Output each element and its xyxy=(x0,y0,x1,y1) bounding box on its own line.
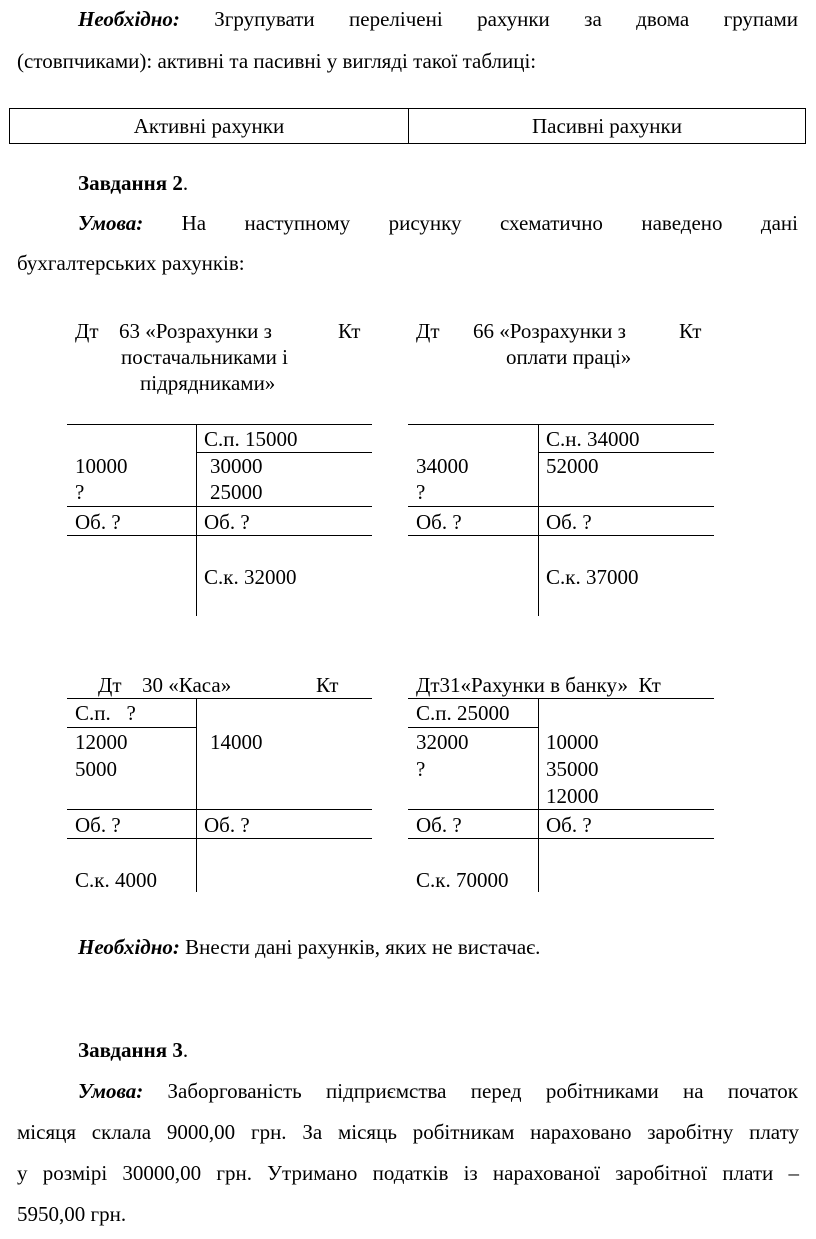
task3-title xyxy=(78,1035,816,1065)
credit-entry-3: 12000 xyxy=(546,784,599,808)
credit-entry-2: 35000 xyxy=(546,757,599,781)
debit-entry-1: 32000 xyxy=(416,730,469,754)
task3-condition-line-4: 5950,00 грн. xyxy=(17,1202,127,1226)
debit-turnover: Об. ? xyxy=(75,510,121,534)
debit-opening-balance: С.п. 25000 xyxy=(416,701,510,725)
task1-text-line-1: Згрупувати перелічені рахунки за двома групами xyxy=(214,7,798,31)
credit-entry-1: 52000 xyxy=(546,454,599,478)
account-header: Дт31«Рахунки в банку» Кт xyxy=(416,673,661,697)
debit-turnover: Об. ? xyxy=(416,813,462,837)
task2-condition-line-2: бухгалтерських рахунків: xyxy=(17,251,245,275)
account-name-line-1: 63 «Розрахунки з xyxy=(119,319,272,343)
task3-title-text: Завдання 3 xyxy=(78,1038,183,1062)
credit-turnover: Об. ? xyxy=(546,510,592,534)
task2-required-line xyxy=(78,932,816,962)
credit-entry-1: 30000 xyxy=(210,454,263,478)
kt-label: Кт xyxy=(679,319,702,343)
task2-required-text: Внести дані рахунків, яких не вистачає. xyxy=(185,935,541,959)
credit-entry-2: 25000 xyxy=(210,480,263,504)
account-name-line-1: 66 «Розрахунки з xyxy=(473,319,626,343)
debit-entry-2: ? xyxy=(416,757,426,781)
debit-turnover: Об. ? xyxy=(75,813,121,837)
task3-title-dot: . xyxy=(182,1038,189,1062)
credit-entry-1: 10000 xyxy=(546,730,599,754)
account-name-line-2: оплати праці» xyxy=(506,345,632,369)
account-name-line-1: 30 «Каса» xyxy=(142,673,232,697)
dt-label: Дт xyxy=(98,673,122,697)
debit-turnover: Об. ? xyxy=(416,510,462,534)
closing-balance: С.к. 37000 xyxy=(546,565,639,589)
kt-label: Кт xyxy=(338,319,361,343)
credit-opening-balance: С.н. 34000 xyxy=(546,427,640,451)
closing-balance: С.к. 32000 xyxy=(204,565,297,589)
account-name-line-3: підрядниками» xyxy=(140,371,276,395)
credit-opening-balance: С.п. 15000 xyxy=(204,427,298,451)
task3-condition-line-2: місяця склала 9000,00 грн. За місяць робітникам нараховано заробітну плату xyxy=(17,1120,799,1144)
task2-condition-text-1: На наступному рисунку схематично наведено дані xyxy=(181,211,799,235)
closing-balance: С.к. 70000 xyxy=(416,868,509,892)
account-name-line-2: постачальниками і xyxy=(121,345,288,369)
credit-turnover: Об. ? xyxy=(546,813,592,837)
task3-condition-line-3: у розмірі 30000,00 грн. Утримано податків із нарахованої заробітної плати – xyxy=(17,1161,799,1185)
task1-line-1 xyxy=(78,4,798,34)
task2-title-dot: . xyxy=(182,171,189,195)
active-accounts-header: Активні рахунки xyxy=(10,109,409,144)
task2-condition-label: Умова: xyxy=(78,211,144,235)
debit-entry-2: ? xyxy=(416,480,426,504)
task2-title-text: Завдання 2 xyxy=(78,171,183,195)
dt-label: Дт xyxy=(75,319,99,343)
task1-line-2: (стовпчиками): активні та пасивні у вигляді такої таблиці: xyxy=(17,49,537,73)
task3-condition-text-1: Заборгованість підприємства перед робітниками на початок xyxy=(167,1079,799,1103)
debit-entry-1: 10000 xyxy=(75,454,128,478)
task2-required-label: Необхідно: xyxy=(78,935,180,959)
passive-accounts-header: Пасивні рахунки xyxy=(409,109,806,144)
debit-entry-2: ? xyxy=(75,480,85,504)
debit-entry-2: 5000 xyxy=(75,757,117,781)
credit-turnover: Об. ? xyxy=(204,510,250,534)
closing-balance: С.к. 4000 xyxy=(75,868,157,892)
accounts-group-table xyxy=(9,108,806,144)
task3-condition-line-1 xyxy=(78,1076,798,1106)
debit-entry-1: 12000 xyxy=(75,730,128,754)
task1-required-label: Необхідно: xyxy=(78,7,180,31)
dt-label: Дт xyxy=(416,319,440,343)
debit-entry-1: 34000 xyxy=(416,454,469,478)
credit-entry-1: 14000 xyxy=(210,730,263,754)
kt-label: Кт xyxy=(316,673,339,697)
credit-turnover: Об. ? xyxy=(204,813,250,837)
task2-condition-line-1 xyxy=(78,208,798,238)
task3-condition-label: Умова: xyxy=(78,1079,144,1103)
debit-opening-balance: С.п. ? xyxy=(75,701,136,725)
task2-title xyxy=(78,168,816,198)
